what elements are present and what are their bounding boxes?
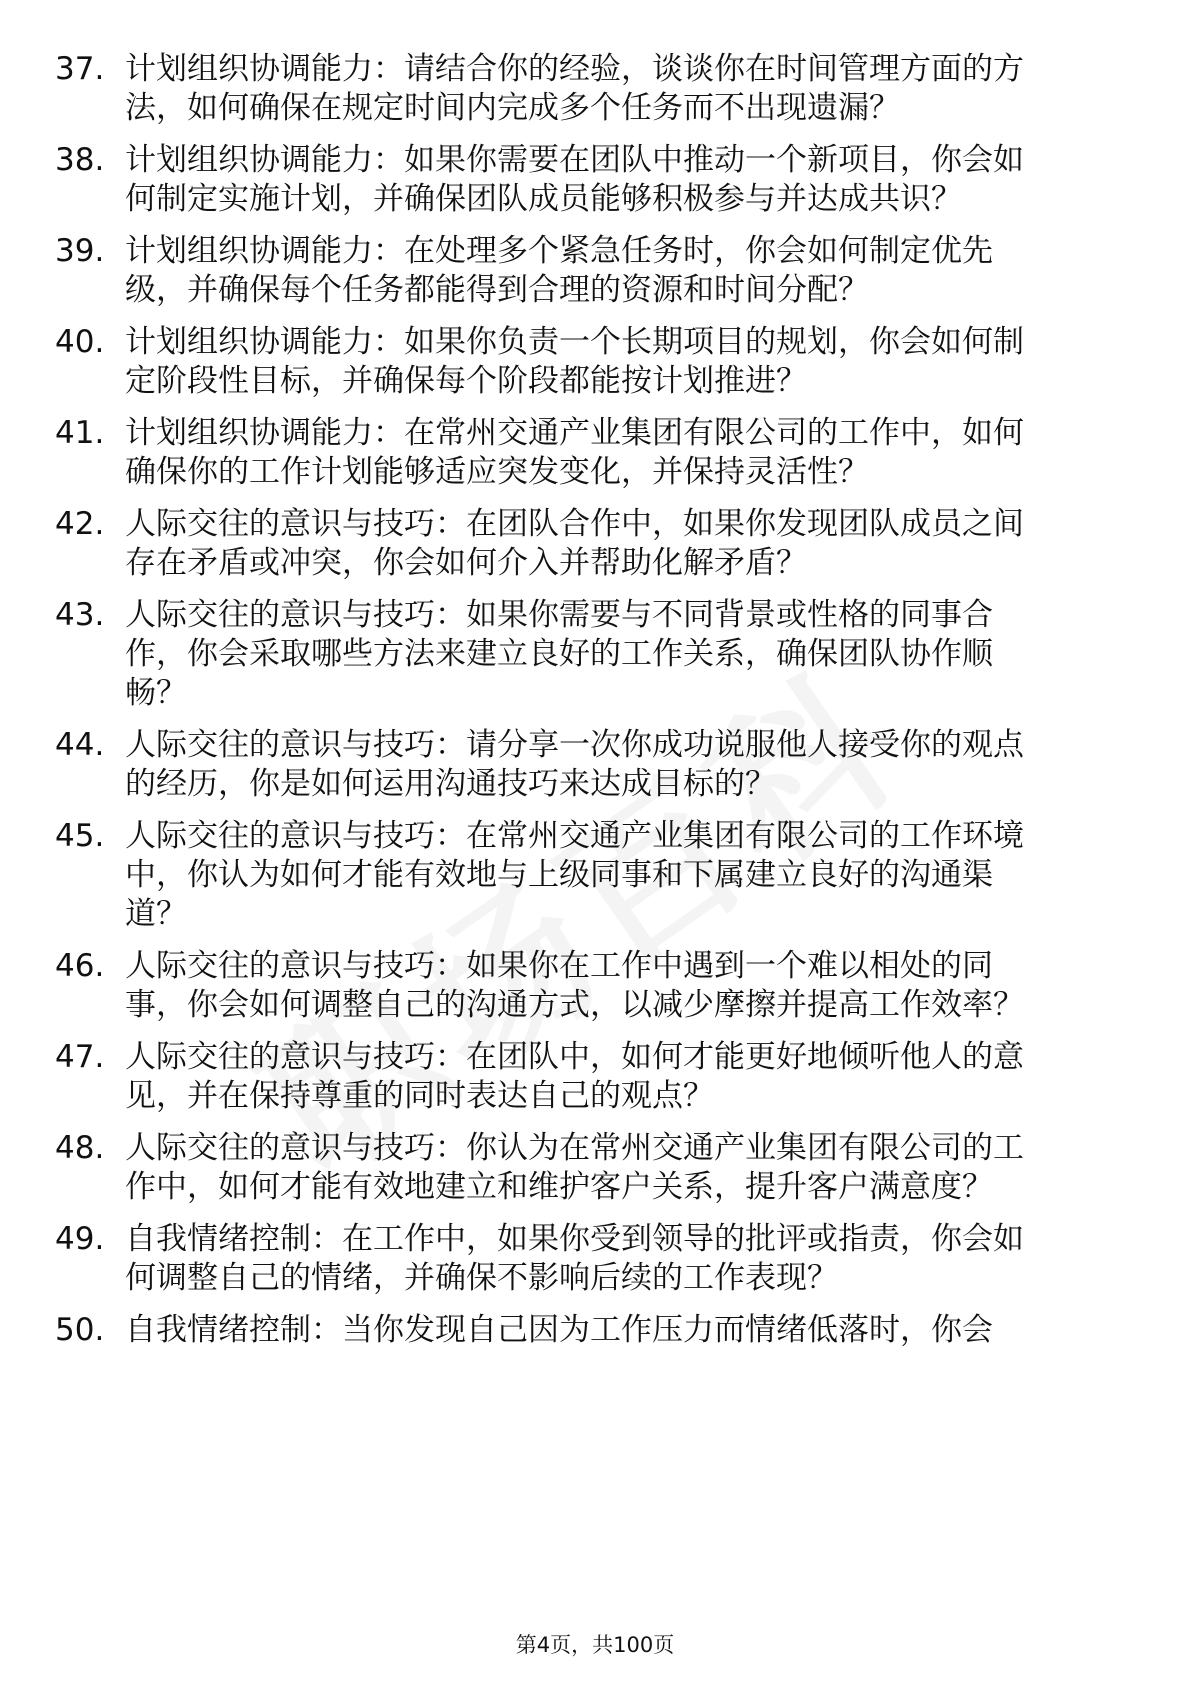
question-number: 44. bbox=[55, 727, 105, 763]
question-text: 人际交往的意识与技巧：在团队合作中，如果你发现团队成员之间存在矛盾或冲突，你会如何介入并帮助化解矛盾？ bbox=[125, 506, 1024, 581]
question-text: 计划组织协调能力：请结合你的经验，谈谈你在时间管理方面的方法，如何确保在规定时间内完成多个任务而不出现遗漏？ bbox=[125, 51, 1024, 126]
question-item bbox=[0, 50, 1190, 128]
question-number: 43. bbox=[55, 597, 105, 633]
question-number: 45. bbox=[55, 818, 105, 854]
page-number-footer: 第4页，共100页 bbox=[515, 1633, 675, 1657]
question-item bbox=[0, 1129, 1190, 1207]
question-item bbox=[0, 596, 1190, 713]
question-number: 47. bbox=[55, 1039, 105, 1075]
question-item bbox=[0, 817, 1190, 934]
question-number: 50. bbox=[55, 1312, 105, 1348]
question-item bbox=[0, 232, 1190, 310]
question-text: 计划组织协调能力：如果你负责一个长期项目的规划，你会如何制定阶段性目标，并确保每个阶段都能按计划推进？ bbox=[125, 324, 1024, 399]
question-number: 38. bbox=[55, 142, 105, 178]
question-item bbox=[0, 505, 1190, 583]
question-text: 计划组织协调能力：在常州交通产业集团有限公司的工作中，如何确保你的工作计划能够适应突发变化，并保持灵活性？ bbox=[125, 415, 1024, 490]
question-number: 48. bbox=[55, 1130, 105, 1166]
question-text: 人际交往的意识与技巧：在团队中，如何才能更好地倾听他人的意见，并在保持尊重的同时表达自己的观点？ bbox=[125, 1039, 1024, 1114]
question-text: 自我情绪控制：当你发现自己因为工作压力而情绪低落时，你会 bbox=[125, 1312, 993, 1348]
question-number: 49. bbox=[55, 1221, 105, 1257]
question-item bbox=[0, 1311, 1190, 1350]
question-text: 人际交往的意识与技巧：你认为在常州交通产业集团有限公司的工作中，如何才能有效地建立和维护客户关系，提升客户满意度？ bbox=[125, 1130, 1024, 1205]
question-number: 41. bbox=[55, 415, 105, 451]
question-number: 46. bbox=[55, 948, 105, 984]
question-item bbox=[0, 414, 1190, 492]
question-text: 计划组织协调能力：在处理多个紧急任务时，你会如何制定优先级，并确保每个任务都能得到合理的资源和时间分配？ bbox=[125, 233, 993, 308]
question-text: 自我情绪控制：在工作中，如果你受到领导的批评或指责，你会如何调整自己的情绪，并确保不影响后续的工作表现？ bbox=[125, 1221, 1024, 1296]
question-item bbox=[0, 1038, 1190, 1116]
question-text: 计划组织协调能力：如果你需要在团队中推动一个新项目，你会如何制定实施计划，并确保团队成员能够积极参与并达成共识？ bbox=[125, 142, 1024, 217]
question-number: 42. bbox=[55, 506, 105, 542]
question-text: 人际交往的意识与技巧：如果你在工作中遇到一个难以相处的同事，你会如何调整自己的沟通方式，以减少摩擦并提高工作效率？ bbox=[125, 948, 1024, 1023]
question-item bbox=[0, 141, 1190, 219]
question-list bbox=[0, 50, 1190, 1363]
question-item bbox=[0, 1220, 1190, 1298]
question-number: 39. bbox=[55, 233, 105, 269]
question-text: 人际交往的意识与技巧：在常州交通产业集团有限公司的工作环境中，你认为如何才能有效地与上级同事和下属建立良好的沟通渠道？ bbox=[125, 818, 1024, 932]
question-item bbox=[0, 323, 1190, 401]
question-text: 人际交往的意识与技巧：请分享一次你成功说服他人接受你的观点的经历，你是如何运用沟通技巧来达成目标的？ bbox=[125, 727, 1024, 802]
question-number: 37. bbox=[55, 51, 105, 87]
question-number: 40. bbox=[55, 324, 105, 360]
question-text: 人际交往的意识与技巧：如果你需要与不同背景或性格的同事合作，你会采取哪些方法来建立良好的工作关系，确保团队协作顺畅？ bbox=[125, 597, 993, 711]
question-item bbox=[0, 726, 1190, 804]
question-item bbox=[0, 947, 1190, 1025]
